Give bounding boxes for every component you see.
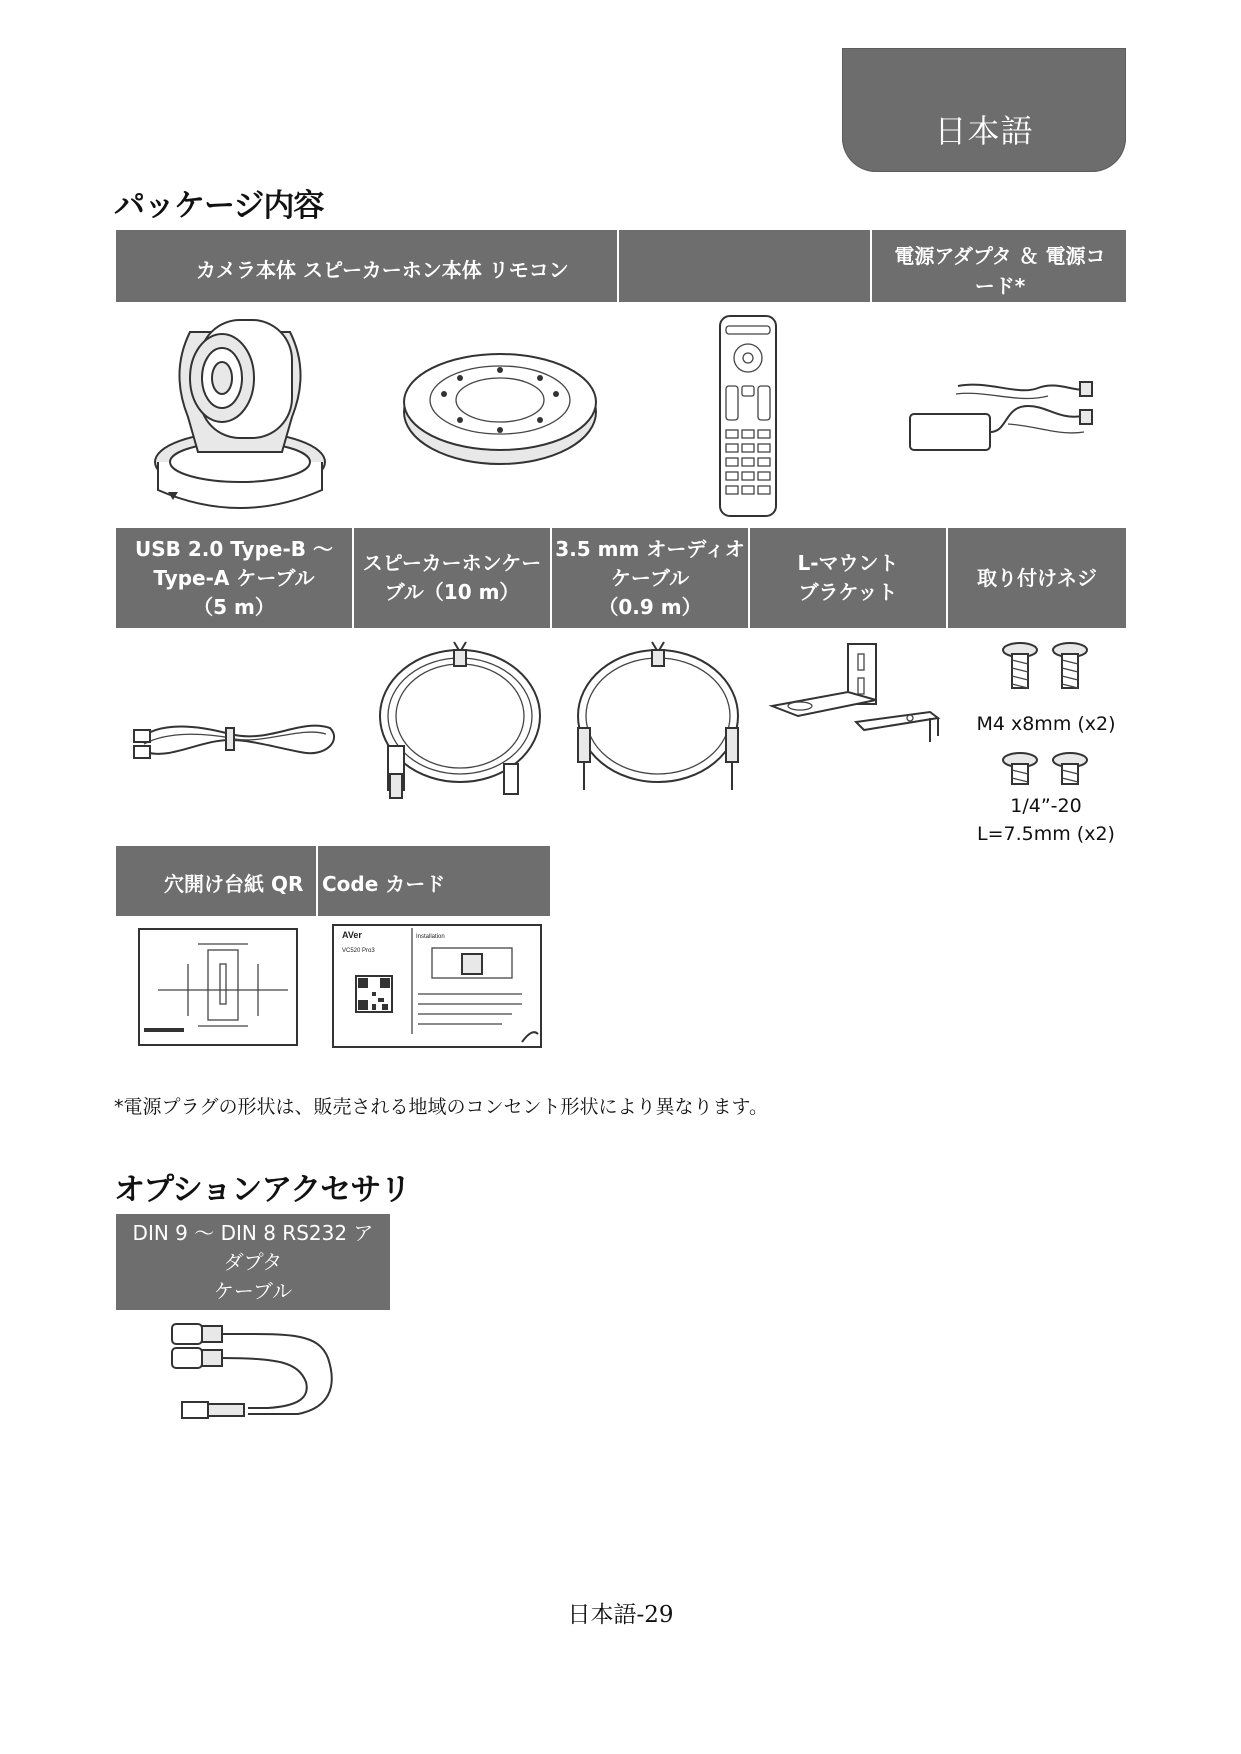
language-tab-label: 日本語 bbox=[934, 112, 1034, 150]
quarter-inch-screws-label bbox=[966, 792, 1126, 848]
din-adapter-cable-image bbox=[168, 1318, 368, 1428]
qr-code-card-label: Code カード bbox=[322, 872, 446, 896]
din-adapter-cable-label-line: ケーブル bbox=[213, 1278, 293, 1303]
qr-card-image bbox=[332, 924, 542, 1048]
column-divider bbox=[870, 230, 872, 302]
row1-header-combined-label: カメラ本体 スピーカーホン本体 リモコン bbox=[196, 258, 569, 282]
audio-cable-label-line: （0.9 m） bbox=[598, 594, 702, 619]
power-adapter-image bbox=[908, 376, 1098, 456]
package-section-title: パッケージ内容 bbox=[114, 188, 324, 224]
drill-template-label: 穴開け台紙 QR bbox=[164, 872, 304, 896]
speakerphone-image bbox=[400, 342, 600, 472]
din-adapter-cable-label bbox=[116, 1214, 390, 1310]
remote-image bbox=[718, 314, 778, 520]
row1-header bbox=[116, 230, 1126, 302]
qr-card-product: VC520 Pro3 bbox=[342, 948, 375, 954]
qr-card-brand: AVer bbox=[342, 930, 362, 940]
din-adapter-cable-label-line: ダプタ bbox=[223, 1249, 283, 1274]
power-plug-note: *電源プラグの形状は、販売される地域のコンセント形状により異なります。 bbox=[114, 1096, 768, 1118]
usb-cable-label-line: Type-A ケーブル bbox=[153, 565, 315, 590]
audio-cable-label-line: ケーブル bbox=[610, 565, 690, 590]
row2-header bbox=[116, 528, 1126, 628]
audio-cable-label bbox=[552, 528, 748, 628]
usb-cable-image bbox=[130, 700, 340, 770]
column-divider bbox=[316, 846, 318, 916]
drill-template-image bbox=[138, 928, 298, 1046]
l-mount-bracket-label-line: L-マウント bbox=[797, 551, 899, 575]
page-number: 日本語-29 bbox=[567, 1602, 674, 1628]
m4-screws-image bbox=[1000, 642, 1110, 692]
speakerphone-cable-label bbox=[354, 528, 550, 628]
audio-cable-image bbox=[570, 640, 746, 804]
mounting-screws-label bbox=[948, 528, 1126, 628]
mounting-screws-label-line: 取り付けネジ bbox=[977, 565, 1097, 590]
l-mount-bracket-label bbox=[750, 528, 946, 628]
l-mount-bracket-label-line: ブラケット bbox=[798, 580, 898, 604]
l-mount-bracket-image bbox=[770, 640, 940, 744]
usb-cable-label bbox=[116, 528, 352, 628]
power-adapter-label-cont: ード* bbox=[974, 274, 1026, 298]
speakerphone-cable-label-line: スピーカーホンケー bbox=[362, 551, 542, 575]
quarter-inch-screws-image bbox=[1000, 752, 1110, 788]
camera-image bbox=[150, 312, 330, 520]
quarter-inch-screws-label-line: L=7.5mm (x2) bbox=[977, 823, 1115, 845]
power-adapter-label: 電源アダプタ ＆ 電源コ bbox=[894, 244, 1106, 268]
qr-card-install: Installation bbox=[416, 934, 445, 940]
column-divider bbox=[617, 230, 619, 302]
m4-screws-label: M4 x8mm (x2) bbox=[976, 713, 1116, 735]
speakerphone-cable-image bbox=[372, 640, 548, 804]
speakerphone-cable-label-line: ブル（10 m） bbox=[384, 580, 520, 604]
optional-section-title: オプションアクセサリ bbox=[114, 1172, 411, 1208]
row3-header bbox=[116, 846, 550, 916]
audio-cable-label-line: 3.5 mm オーディオ bbox=[555, 536, 745, 561]
quarter-inch-screws-label-line: 1/4”-20 bbox=[1010, 795, 1082, 817]
din-adapter-cable-label-line: DIN 9 ～ DIN 8 RS232 ア bbox=[132, 1220, 374, 1245]
usb-cable-label-line: USB 2.0 Type-B ～ bbox=[135, 536, 333, 561]
usb-cable-label-line: （5 m） bbox=[193, 594, 275, 619]
language-tab bbox=[842, 48, 1126, 172]
